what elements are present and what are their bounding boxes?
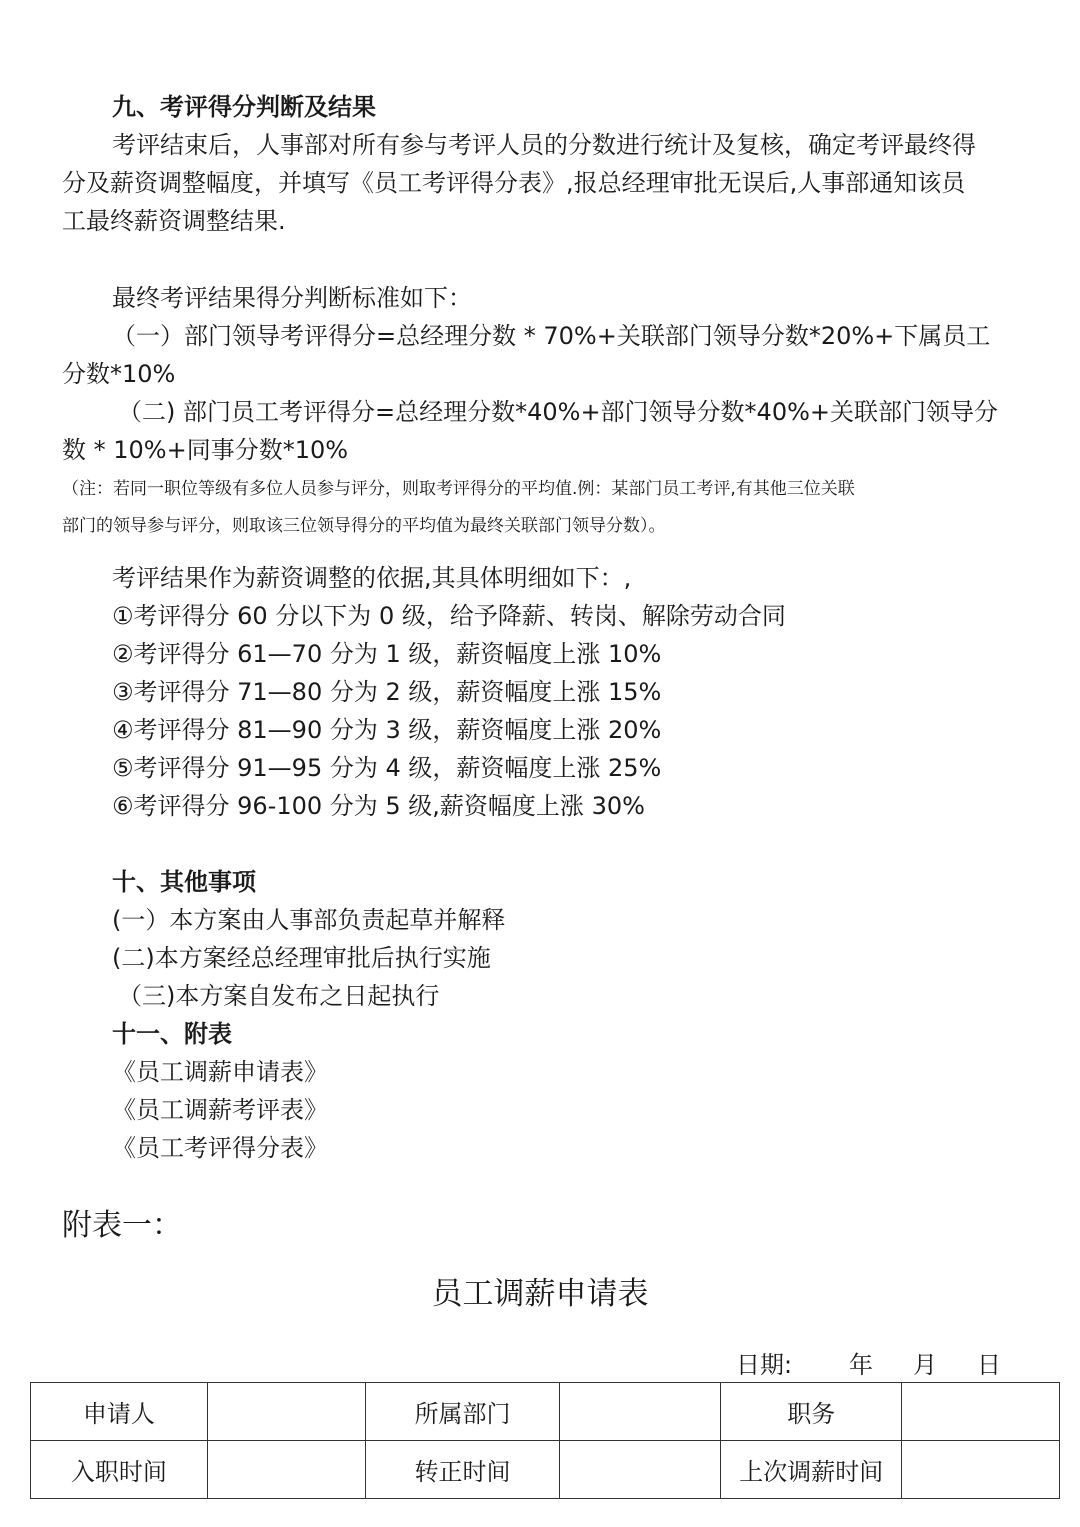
basis-intro: 考评结果作为薪资调整的依据,其具体明细如下：,	[112, 564, 632, 592]
list-item: （三)本方案自发布之日起执行	[118, 982, 440, 1010]
paragraph-line: 分及薪资调整幅度，并填写《员工考评得分表》,报总经理审批无误后,人事部通知该员	[62, 169, 966, 197]
level-item: ③考评得分 71—80 分为 2 级，薪资幅度上涨 15%	[112, 678, 662, 706]
salary-adjustment-form-table	[30, 1382, 1060, 1499]
criteria-line: 分数*10%	[62, 360, 176, 388]
list-item: 《员工考评得分表》	[112, 1134, 328, 1162]
level-item: ⑤考评得分 91—95 分为 4 级，薪资幅度上涨 25%	[112, 754, 662, 782]
last-adjustment-date-field[interactable]	[902, 1441, 1060, 1499]
regularization-date-field[interactable]	[560, 1441, 721, 1499]
applicant-field[interactable]	[207, 1383, 365, 1441]
hire-date-field[interactable]	[207, 1441, 365, 1499]
list-item: 《员工调薪考评表》	[112, 1096, 328, 1124]
last-adjustment-date-label: 上次调薪时间	[721, 1441, 902, 1499]
position-field[interactable]	[902, 1383, 1060, 1441]
level-item: ②考评得分 61—70 分为 1 级，薪资幅度上涨 10%	[112, 640, 662, 668]
form-title: 员工调薪申请表	[431, 1276, 649, 1312]
section-11-title: 十一、附表	[112, 1020, 232, 1048]
criteria-intro: 最终考评结果得分判断标准如下：	[112, 284, 472, 312]
date-label: 日期:	[736, 1351, 793, 1379]
paragraph-line: 工最终薪资调整结果.	[62, 207, 286, 235]
date-day-label: 日	[977, 1351, 1001, 1379]
note-line: 部门的领导参与评分，则取该三位领导得分的平均值为最终关联部门领导分数）。	[62, 516, 666, 536]
list-item: (一）本方案由人事部负责起草并解释	[112, 906, 506, 934]
department-label: 所属部门	[365, 1383, 560, 1441]
applicant-label: 申请人	[31, 1383, 208, 1441]
criteria-line: （二) 部门员工考评得分=总经理分数*40%+部门领导分数*40%+关联部门领导分	[118, 398, 999, 426]
date-month-label: 月	[913, 1351, 937, 1379]
level-item: ④考评得分 81—90 分为 3 级，薪资幅度上涨 20%	[112, 716, 662, 744]
regularization-date-label: 转正时间	[365, 1441, 560, 1499]
criteria-line: 数 * 10%+同事分数*10%	[62, 436, 349, 464]
hire-date-label: 入职时间	[31, 1441, 208, 1499]
department-field[interactable]	[560, 1383, 721, 1441]
section-9-title: 九、考评得分判断及结果	[112, 93, 376, 121]
list-item: (二)本方案经总经理审批后执行实施	[112, 944, 491, 972]
list-item: 《员工调薪申请表》	[112, 1058, 328, 1086]
paragraph-line: 考评结束后，人事部对所有参与考评人员的分数进行统计及复核，确定考评最终得	[112, 131, 976, 159]
position-label: 职务	[721, 1383, 902, 1441]
section-10-title: 十、其他事项	[112, 868, 256, 896]
appendix-label: 附表一：	[62, 1208, 182, 1243]
level-item: ⑥考评得分 96-100 分为 5 级,薪资幅度上涨 30%	[112, 792, 645, 820]
level-item: ①考评得分 60 分以下为 0 级，给予降薪、转岗、解除劳动合同	[112, 602, 786, 630]
criteria-line: （一）部门领导考评得分=总经理分数 * 70%+关联部门领导分数*20%+下属员工	[112, 322, 991, 350]
date-year-label: 年	[849, 1351, 873, 1379]
table-row	[31, 1383, 1060, 1441]
table-row	[31, 1441, 1060, 1499]
note-line: （注：若同一职位等级有多位人员参与评分，则取考评得分的平均值.例：某部门员工考评,有其他三位关联	[62, 479, 855, 499]
